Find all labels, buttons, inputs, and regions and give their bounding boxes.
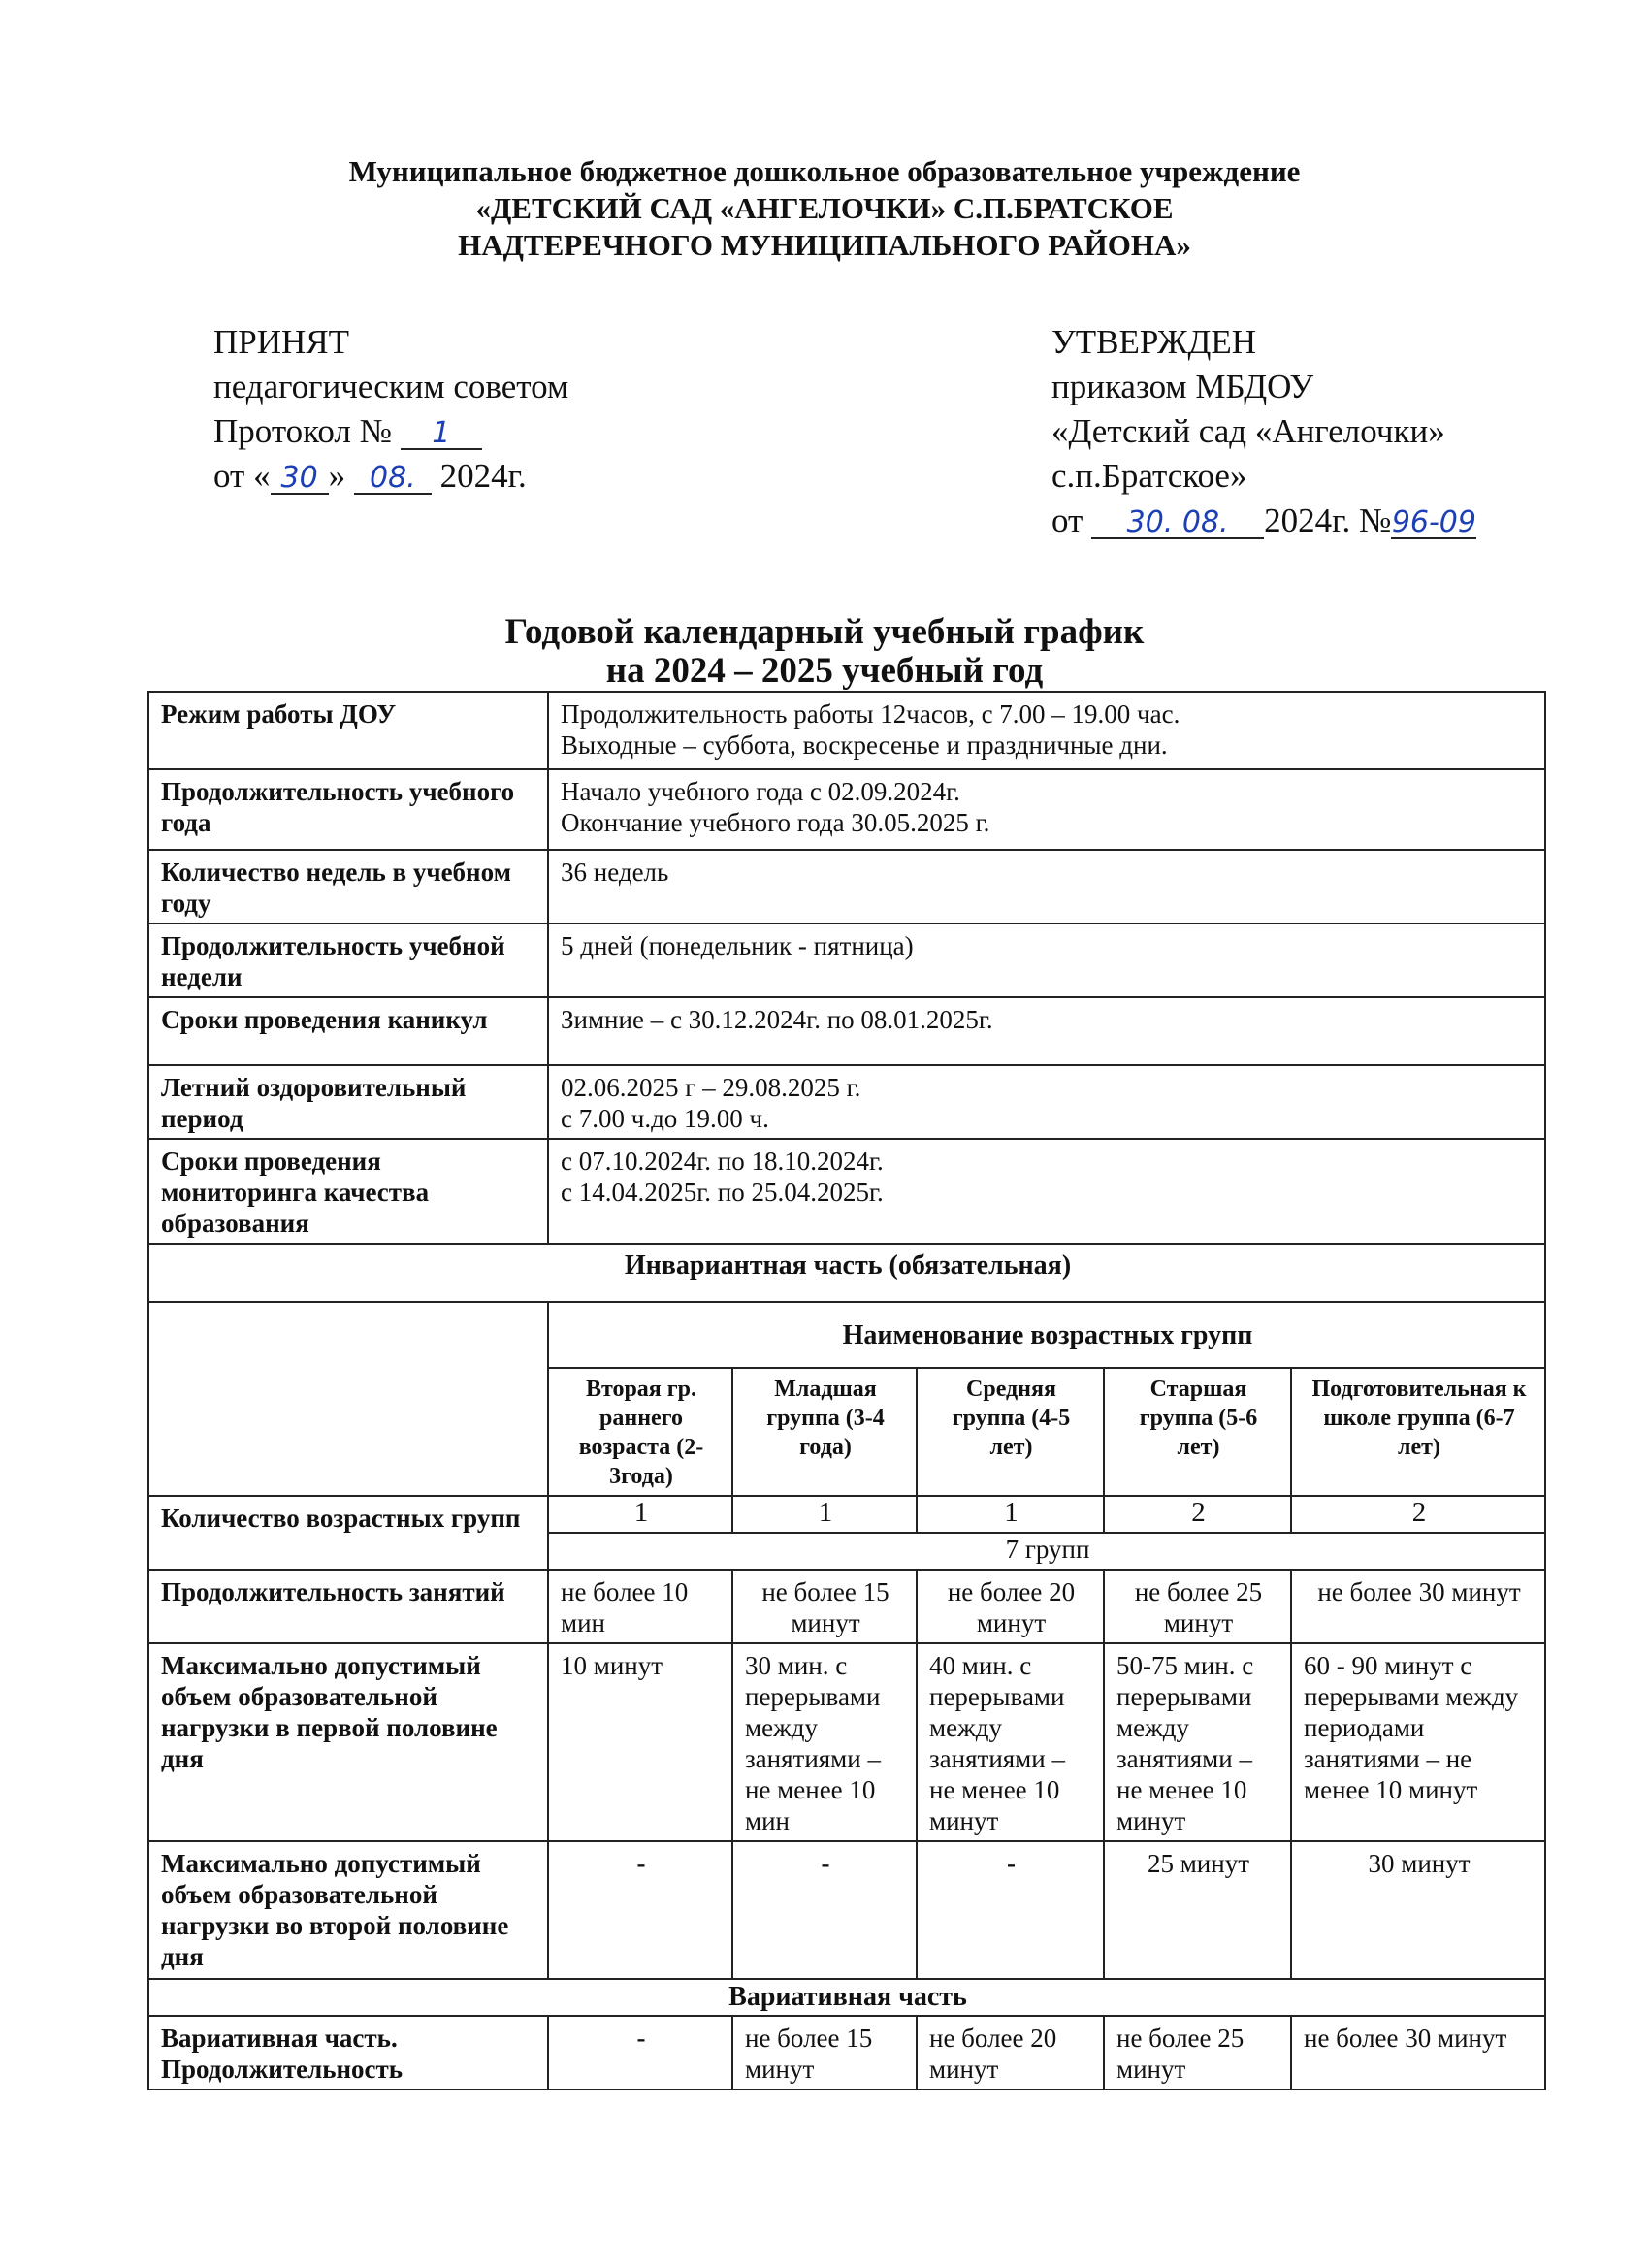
empty-corner-cell: [148, 1302, 548, 1496]
group-header-4: Старшая группа (5-6 лет): [1104, 1368, 1291, 1496]
table-row: [148, 850, 1545, 923]
load-second-1: -: [548, 1841, 732, 1979]
accepted-by: педагогическим советом: [213, 368, 569, 405]
protocol-label: Протокол №: [213, 412, 393, 450]
monitoring-label: Сроки проведения мониторинга качества образования: [148, 1139, 548, 1244]
approved-date: 30. 08.: [1091, 508, 1264, 539]
load-first-3: 40 мин. с перерывами между занятиями – не менее 10 минут: [917, 1643, 1104, 1841]
variative-header: Вариативная часть: [148, 1979, 1545, 2016]
load-first-5: 60 - 90 минут с перерывами между периодами занятиями – не менее 10 минут: [1291, 1643, 1545, 1841]
duration-2: не более 15 минут: [732, 1570, 917, 1643]
group-header-5: Подготовительная к школе группа (6-7 лет): [1291, 1368, 1545, 1496]
holidays-value: Зимние – с 30.12.2024г. по 08.01.2025г.: [548, 997, 1545, 1065]
year-value-line-1: Начало учебного года с 02.09.2024г.: [561, 777, 960, 806]
load-second-3: -: [917, 1841, 1104, 1979]
week-label: Продолжительность учебной недели: [148, 923, 548, 997]
accepted-day: 30: [271, 464, 329, 495]
accepted-date-mid: »: [328, 457, 346, 495]
week-value: 5 дней (понедельник - пятница): [548, 923, 1545, 997]
summer-value-line-2: с 7.00 ч.до 19.00 ч.: [561, 1104, 769, 1133]
duration-4: не более 25 минут: [1104, 1570, 1291, 1643]
approved-number: 96-09: [1391, 505, 1476, 539]
table-row: [148, 1643, 1545, 1841]
approved-year: 2024г. №: [1264, 502, 1392, 539]
monitoring-value: [548, 1139, 1545, 1244]
year-label: Продолжительность учебного года: [148, 769, 548, 850]
document-title: [0, 613, 1649, 691]
approved-village: с.п.Братское»: [1051, 457, 1247, 495]
table-row: [148, 692, 1545, 769]
weeks-value: 36 недель: [548, 850, 1545, 923]
load-first-4: 50-75 мин. с перерывами между занятиями – не менее 10 минут: [1104, 1643, 1291, 1841]
invariant-header: Инвариантная часть (обязательная): [148, 1244, 1545, 1302]
group-count-label: Количество возрастных групп: [148, 1496, 548, 1570]
protocol-line: [213, 409, 568, 454]
year-value: [548, 769, 1545, 850]
accepted-title: ПРИНЯТ: [213, 323, 350, 361]
year-value-line-2: Окончание учебного года 30.05.2025 г.: [561, 808, 990, 837]
table-row: [148, 1841, 1545, 1979]
table-row: [148, 2016, 1545, 2090]
monitoring-value-line-2: с 14.04.2025г. по 25.04.2025г.: [561, 1178, 884, 1207]
load-first-1: 10 минут: [548, 1643, 732, 1841]
table-row: [148, 1496, 1545, 1533]
group-count-3: 1: [917, 1496, 1104, 1533]
table-row: [148, 769, 1545, 850]
variative-label: Вариативная часть. Продолжительность: [148, 2016, 548, 2090]
organization-header: [0, 153, 1649, 264]
group-count-4: 2: [1104, 1496, 1291, 1533]
accepted-year: 2024г.: [439, 457, 527, 495]
title-line-1: Годовой календарный учебный график: [504, 612, 1145, 652]
table-row: [148, 1244, 1545, 1302]
load-second-5: 30 минут: [1291, 1841, 1545, 1979]
group-header-3: Средняя группа (4-5 лет): [917, 1368, 1104, 1496]
protocol-number: 1: [401, 419, 482, 450]
org-line-1: Муниципальное бюджетное дошкольное образовательное учреждение: [348, 154, 1301, 188]
group-header-2: Младшая группа (3-4 года): [732, 1368, 917, 1496]
table-row: [148, 923, 1545, 997]
mode-value-line-2: Выходные – суббота, воскресенье и праздничные дни.: [561, 730, 1168, 760]
mode-value: [548, 692, 1545, 769]
groups-header: Наименование возрастных групп: [548, 1302, 1545, 1368]
approved-order: приказом МБДОУ: [1051, 368, 1314, 405]
load-second-2: -: [732, 1841, 917, 1979]
variative-4: не более 25 минут: [1104, 2016, 1291, 2090]
table-row: [148, 1302, 1545, 1368]
duration-1: не более 10 мин: [548, 1570, 732, 1643]
accepted-month: 08.: [354, 464, 432, 495]
table-row: [148, 1139, 1545, 1244]
load-first-label: Максимально допустимый объем образовательной нагрузки в первой половине дня: [148, 1643, 548, 1841]
summer-value-line-1: 02.06.2025 г – 29.08.2025 г.: [561, 1073, 861, 1102]
monitoring-value-line-1: с 07.10.2024г. по 18.10.2024г.: [561, 1147, 884, 1176]
variative-2: не более 15 минут: [732, 2016, 917, 2090]
group-count-total: 7 групп: [548, 1533, 1545, 1570]
approved-org-name: «Детский сад «Ангелочки»: [1051, 412, 1445, 450]
group-count-2: 1: [732, 1496, 917, 1533]
variative-5: не более 30 минут: [1291, 2016, 1545, 2090]
group-count-1: 1: [548, 1496, 732, 1533]
variative-1: -: [548, 2016, 732, 2090]
duration-5: не более 30 минут: [1291, 1570, 1545, 1643]
weeks-label: Количество недель в учебном году: [148, 850, 548, 923]
schedule-table: [147, 691, 1546, 2090]
accepted-date-line: [213, 454, 568, 499]
approved-block: [1051, 320, 1476, 543]
approved-title: УТВЕРЖДЕН: [1051, 323, 1257, 361]
duration-3: не более 20 минут: [917, 1570, 1104, 1643]
org-line-2: «ДЕТСКИЙ САД «АНГЕЛОЧКИ» С.П.БРАТСКОЕ: [475, 191, 1174, 225]
mode-value-line-1: Продолжительность работы 12часов, с 7.00 – 19.00 час.: [561, 699, 1180, 729]
summer-label: Летний оздоровительный период: [148, 1065, 548, 1139]
summer-value: [548, 1065, 1545, 1139]
load-first-2: 30 мин. с перерывами между занятиями – не менее 10 мин: [732, 1643, 917, 1841]
org-line-3: НАДТЕРЕЧНОГО МУНИЦИПАЛЬНОГО РАЙОНА»: [458, 228, 1191, 262]
approved-date-line: [1051, 499, 1476, 543]
duration-label: Продолжительность занятий: [148, 1570, 548, 1643]
load-second-label: Максимально допустимый объем образовательной нагрузки во второй половине дня: [148, 1841, 548, 1979]
table-row: [148, 1570, 1545, 1643]
accepted-block: [213, 320, 568, 499]
variative-3: не более 20 минут: [917, 2016, 1104, 2090]
table-row: [148, 997, 1545, 1065]
accepted-date-prefix: от «: [213, 457, 271, 495]
table-row: [148, 1979, 1545, 2016]
group-header-1: Вторая гр. раннего возраста (2-3года): [548, 1368, 732, 1496]
group-count-5: 2: [1291, 1496, 1545, 1533]
title-line-2: на 2024 – 2025 учебный год: [605, 651, 1044, 691]
load-second-4: 25 минут: [1104, 1841, 1291, 1979]
mode-label: Режим работы ДОУ: [148, 692, 548, 769]
approved-date-prefix: от: [1051, 502, 1083, 539]
holidays-label: Сроки проведения каникул: [148, 997, 548, 1065]
table-row: [148, 1065, 1545, 1139]
